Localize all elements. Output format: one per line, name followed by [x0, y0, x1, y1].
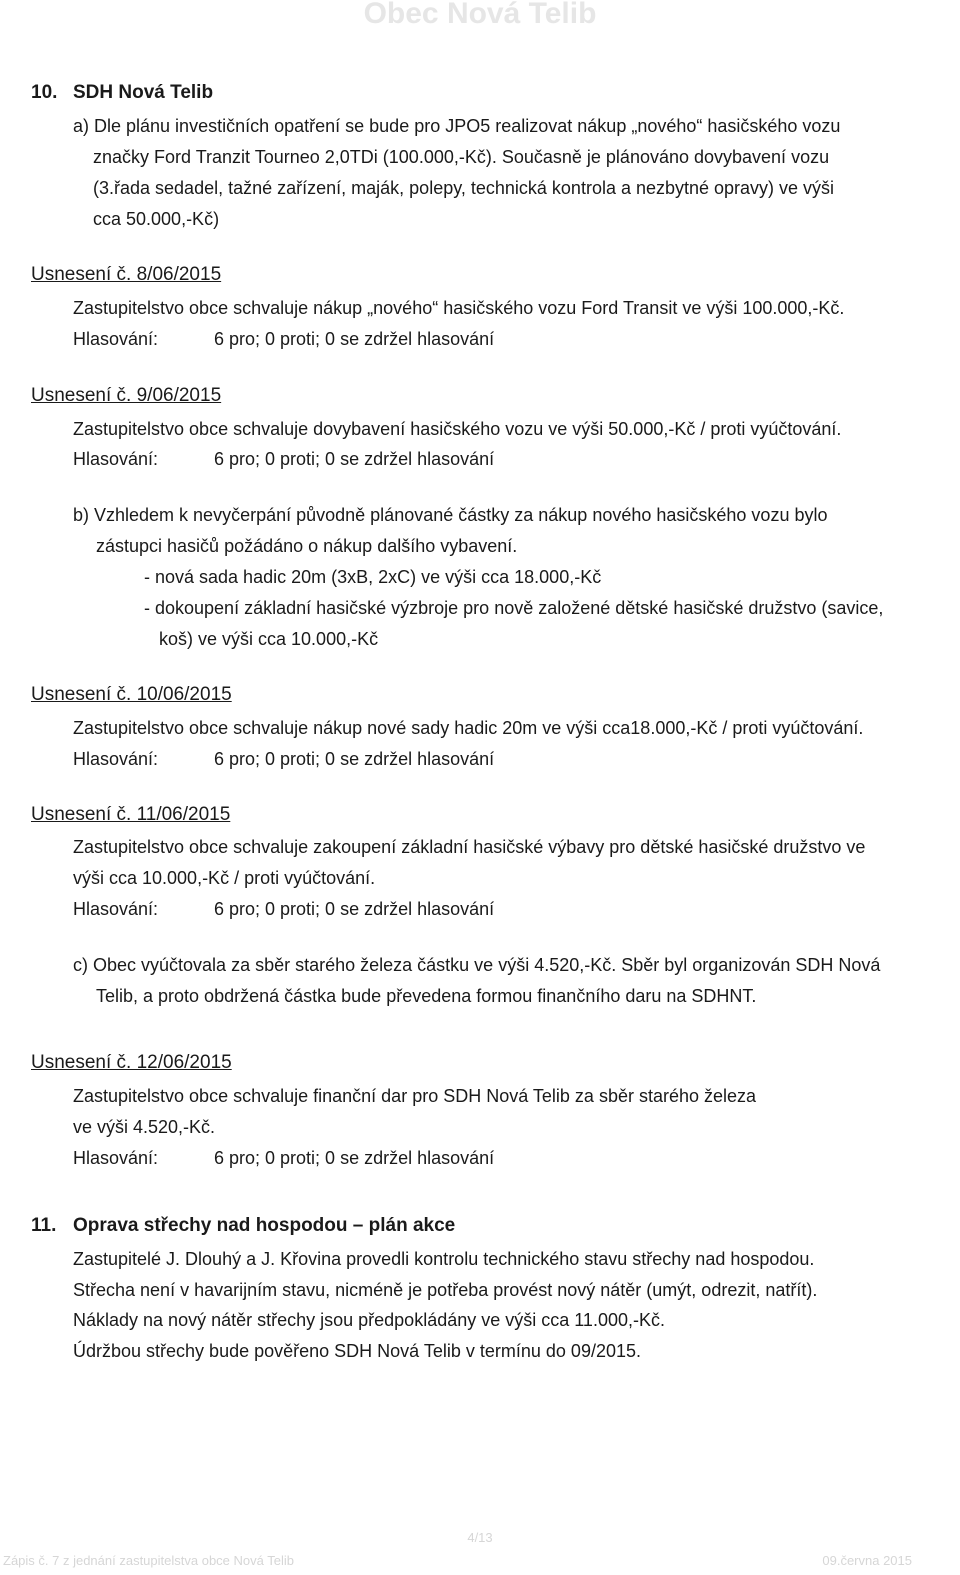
resolution-12-title: Usnesení č. 12/06/2015 — [31, 1052, 232, 1073]
paragraph-b-line: zástupci hasičů požádáno o nákup dalšího vybavení. — [96, 536, 518, 556]
resolution-9-text: Zastupitelstvo obce schvaluje dovybavení hasičského vozu ve výši 50.000,-Kč / proti vyúčtování. — [73, 419, 842, 439]
paragraph-a-line: cca 50.000,-Kč) — [93, 209, 220, 229]
paragraph-b-line: b) Vzhledem k nevyčerpání původně plánované částky za nákup nového hasičského vozu bylo — [73, 505, 828, 525]
paragraph-b-item: - dokoupení základní hasičské výzbroje pro nově založené dětské hasičské družstvo (savice, — [144, 598, 884, 618]
vote-label: Hlasování: — [73, 899, 159, 919]
page-number: 4/13 — [467, 1530, 493, 1545]
resolution-10-text: Zastupitelstvo obce schvaluje nákup nové sady hadic 20m ve výši cca18.000,-Kč / proti vyúčtování. — [73, 718, 864, 738]
vote-label: Hlasování: — [73, 1148, 159, 1168]
section-11-line: Zastupitelé J. Dlouhý a J. Křovina provedli kontrolu technického stavu střechy nad hospodou. — [73, 1249, 815, 1269]
vote-result: 6 pro; 0 proti; 0 se zdržel hlasování — [214, 749, 495, 769]
resolution-9-title: Usnesení č. 9/06/2015 — [31, 385, 222, 406]
section-11-title: Oprava střechy nad hospodou – plán akce — [73, 1215, 456, 1236]
paragraph-b-item: - nová sada hadic 20m (3xB, 2xC) ve výši cca 18.000,-Kč — [144, 567, 602, 587]
section-11-number: 11. — [31, 1215, 57, 1236]
resolution-11-text: výši cca 10.000,-Kč / proti vyúčtování. — [73, 868, 376, 888]
paragraph-c-line: Telib, a proto obdržená částka bude převedena formou finančního daru na SDHNT. — [96, 986, 757, 1006]
resolution-8-text: Zastupitelstvo obce schvaluje nákup „nového“ hasičského vozu Ford Transit ve výši 100.000,-Kč. — [73, 298, 845, 318]
section-11-line: Údržbou střechy bude pověřeno SDH Nová Telib v termínu do 09/2015. — [73, 1341, 641, 1361]
paragraph-a-line: (3.řada sedadel, tažné zařízení, maják, polepy, technická kontrola a nezbytné opravy) ve výši — [93, 178, 835, 198]
vote-result: 6 pro; 0 proti; 0 se zdržel hlasování — [214, 329, 495, 349]
resolution-10-title: Usnesení č. 10/06/2015 — [31, 684, 232, 705]
vote-label: Hlasování: — [73, 329, 159, 349]
vote-label: Hlasování: — [73, 749, 159, 769]
vote-label: Hlasování: — [73, 449, 159, 469]
resolution-11-title: Usnesení č. 11/06/2015 — [31, 804, 231, 825]
vote-result: 6 pro; 0 proti; 0 se zdržel hlasování — [214, 449, 495, 469]
paragraph-c-line: c) Obec vyúčtovala za sběr starého železa částku ve výši 4.520,-Kč. Sběr byl organizován SDH Nová — [73, 955, 881, 975]
resolution-8-title: Usnesení č. 8/06/2015 — [31, 264, 222, 285]
footer-document-title: Zápis č. 7 z jednání zastupitelstva obce Nová Telib — [3, 1553, 294, 1568]
section-10-title: SDH Nová Telib — [73, 82, 214, 103]
section-11-line: Střecha není v havarijním stavu, nicméně je potřeba provést nový nátěr (umýt, odrezit, natřít). — [73, 1280, 818, 1300]
resolution-12-text: ve výši 4.520,-Kč. — [73, 1117, 216, 1137]
section-10-number: 10. — [31, 82, 58, 103]
paragraph-a-line: a) Dle plánu investičních opatření se bude pro JPO5 realizovat nákup „nového“ hasičského vozu — [73, 116, 841, 136]
paragraph-a-line: značky Ford Tranzit Tourneo 2,0TDi (100.000,-Kč). Současně je plánováno dovybavení vozu — [93, 147, 830, 167]
paragraph-b-item: koš) ve výši cca 10.000,-Kč — [159, 629, 379, 649]
vote-result: 6 pro; 0 proti; 0 se zdržel hlasování — [214, 1148, 495, 1168]
vote-result: 6 pro; 0 proti; 0 se zdržel hlasování — [214, 899, 495, 919]
header-watermark: Obec Nová Telib — [363, 0, 597, 30]
section-11-line: Náklady na nový nátěr střechy jsou předpokládány ve výši cca 11.000,-Kč. — [73, 1310, 665, 1330]
resolution-11-text: Zastupitelstvo obce schvaluje zakoupení základní hasičské výbavy pro dětské hasičské družstvo ve — [73, 837, 866, 857]
footer-date: 09.června 2015 — [822, 1553, 912, 1568]
resolution-12-text: Zastupitelstvo obce schvaluje finanční dar pro SDH Nová Telib za sběr starého železa — [73, 1086, 757, 1106]
